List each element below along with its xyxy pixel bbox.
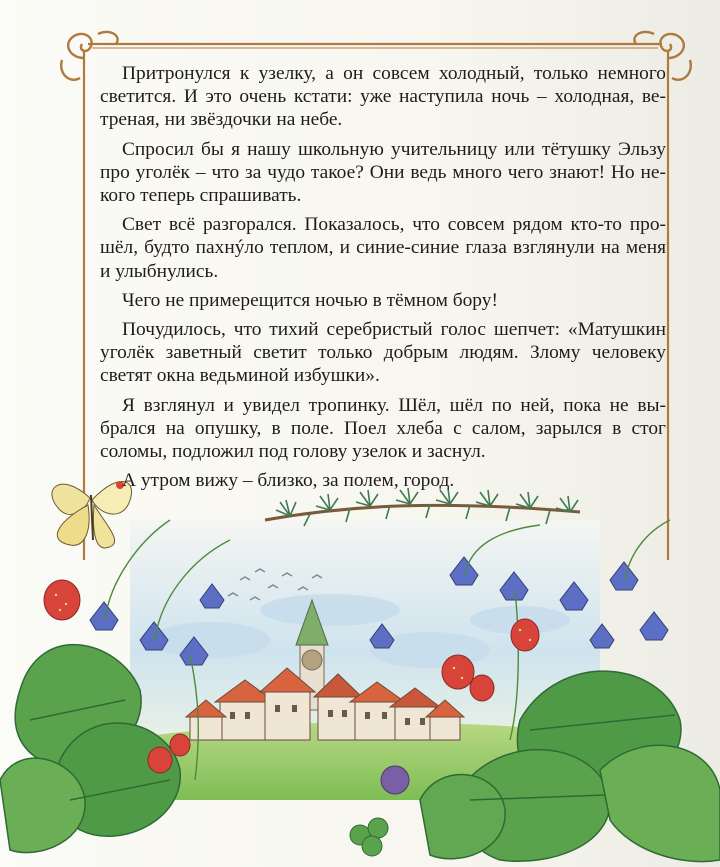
paragraph-3: Свет всё разгорался. Показалось, что совсем рядом кто-то прошёл, будто пахнýло теплом, и синие-синие глаза взглянули на меня и улыбнулись. bbox=[100, 214, 666, 282]
paragraph-7: А утром вижу – близко, за полем, город. bbox=[122, 470, 455, 492]
paragraph-1: Притронулся к узелку, а он совсем холодный, только немного светится. И это очень кстати: уже наступила ночь – холодная, ветреная, ни звёздочки на небе. bbox=[100, 63, 666, 131]
clover bbox=[381, 766, 409, 794]
paragraph-5: Почудилось, что тихий серебристый голос шепчет: «Матушкин уголёк заветный светит только добрым людям. Злому человеку светят окна ведьминой избушки». bbox=[100, 319, 666, 387]
paragraph-4: Чего не примерещится ночью в тёмном бору! bbox=[122, 289, 498, 311]
paragraph-6: Я взглянул и увидел тропинку. Шёл, шёл по ней, пока не выбрался на опушку, в поле. Поел хлеба с салом, зарылся в стог соломы, подложил под голову узелок и заснул. bbox=[100, 394, 666, 463]
story-text bbox=[100, 62, 666, 498]
clover-leaves bbox=[350, 818, 388, 856]
paragraph-2: Спросил бы я нашу школьную учительницу или тётушку Эльзу про уголёк – что за чудо такое? Они ведь много чего знают! Но некого теперь спрашивать. bbox=[100, 138, 666, 207]
